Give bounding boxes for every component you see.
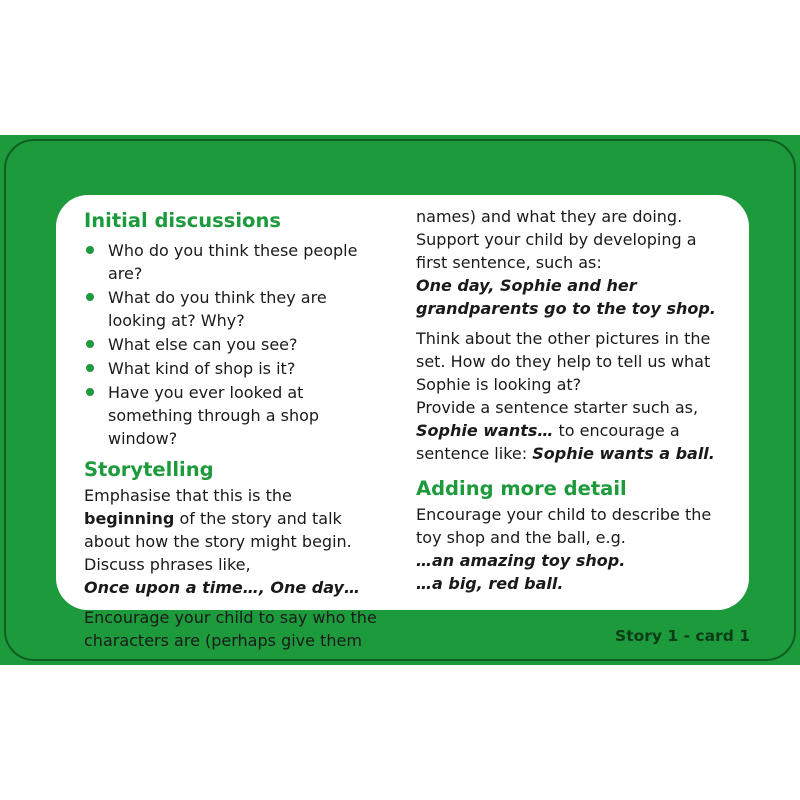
detail-example-1: …an amazing toy shop. <box>416 551 626 570</box>
bullet-icon <box>86 388 94 396</box>
storytelling-heading: Storytelling <box>84 458 214 481</box>
left-column <box>84 207 384 659</box>
list-item: Have you ever looked at something through a shop window? <box>84 381 384 450</box>
right-column <box>416 205 732 602</box>
sentence-example: Sophie wants a ball. <box>532 444 715 463</box>
list-item: What else can you see? <box>84 333 384 356</box>
bullet-icon <box>86 364 94 372</box>
storytelling-paragraph-2-continued: names) and what they are doing. Support your child by developing a first sentence, such as: One day, Sophie and her grandparents go to the toy shop. <box>416 207 716 318</box>
list-item: Who do you think these people are? <box>84 239 384 285</box>
list-item: What kind of shop is it? <box>84 357 384 380</box>
list-item: What do you think they are looking at? Why? <box>84 286 384 332</box>
bullet-icon <box>86 340 94 348</box>
adding-more-detail-heading: Adding more detail <box>416 477 627 500</box>
story-opening-phrases: Once upon a time…, One day… <box>84 578 360 597</box>
discussion-questions-list <box>84 239 384 450</box>
storytelling-paragraph-3: Think about the other pictures in the set. How do they help to tell us what Sophie is looking at? Provide a sentence starter such as, Sophie wants… to encourage a sentence like: Sophie wants a ball. <box>416 329 715 463</box>
sentence-starter: Sophie wants… <box>416 421 554 440</box>
beginning-emphasis: beginning <box>84 509 175 528</box>
card-footer-label: Story 1 - card 1 <box>615 627 750 645</box>
first-sentence-example: One day, Sophie and her grandparents go to the toy shop. <box>416 276 716 318</box>
initial-discussions-heading: Initial discussions <box>84 209 281 232</box>
detail-paragraph: Encourage your child to describe the toy shop and the ball, e.g. …an amazing toy shop. …a big, red ball. <box>416 505 712 593</box>
detail-example-2: …a big, red ball. <box>416 574 564 593</box>
storytelling-paragraph-1: Emphasise that this is the beginning of the story and talk about how the story might begin. Discuss phrases like, Once upon a time…, One day… <box>84 486 360 597</box>
bullet-icon <box>86 246 94 254</box>
bullet-icon <box>86 293 94 301</box>
activity-card <box>0 135 800 665</box>
storytelling-paragraph-2-start: Encourage your child to say who the characters are (perhaps give them <box>84 608 377 650</box>
